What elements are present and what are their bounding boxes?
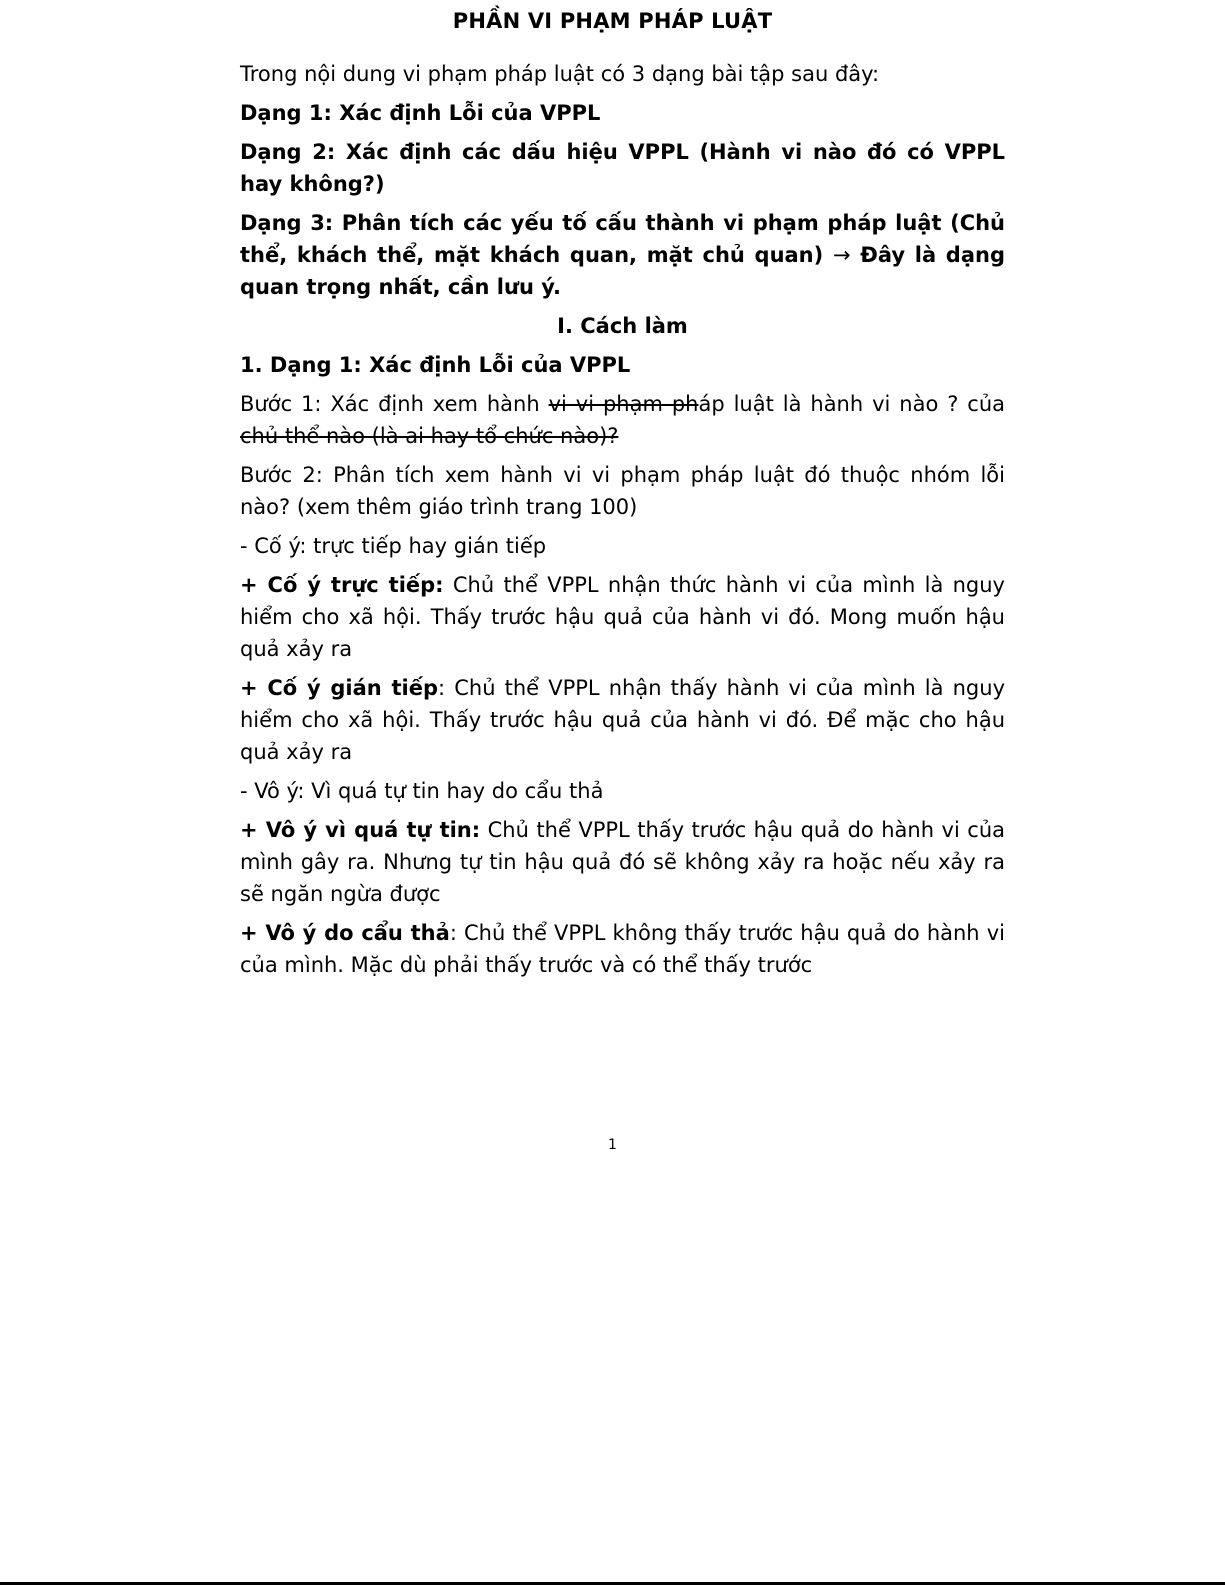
step1-text-start: Bước 1: Xác định xem hành (240, 392, 549, 416)
step1-paragraph (240, 388, 1005, 452)
document-title-line1 (0, 0, 1225, 6)
type3-note-text: Đây là dạng quan trọng nhất, cần lưu ý. (240, 243, 1005, 299)
careless-label: + Vô ý do cẩu thả (240, 921, 450, 945)
careless-text: : Chủ thể VPPL không thấy trước hậu quả do hành vi của mình. Mặc dù phải thấy trước và có thể thấy trước (240, 921, 1005, 977)
indirect-intent-text: : Chủ thể VPPL nhận thấy hành vi của mình là nguy hiểm cho xã hội. Thấy trước hậu quả của hành vi đó. Để mặc cho hậu quả xảy ra (240, 676, 1005, 764)
step2-paragraph: Bước 2: Phân tích xem hành vi vi phạm pháp luật đó thuộc nhóm lỗi nào? (xem thêm giáo trình trang 100) (240, 463, 1005, 519)
step1-text-middle: áp luật là hành vi nào ? của (698, 392, 1006, 416)
section-heading: I. Cách làm (557, 314, 688, 338)
indirect-intent-label: + Cố ý gián tiếp (240, 676, 439, 700)
step1-strikethrough-text: vi vi phạm ph (548, 392, 699, 416)
step1-strikethrough-end: chủ thể nào (là ai hay tổ chức nào)? (240, 424, 619, 448)
page-number: 1 (608, 1137, 617, 1153)
type1-heading: Dạng 1: Xác định Lỗi của VPPL (240, 101, 601, 125)
direct-intent-label: + Cố ý trực tiếp: (240, 573, 444, 597)
right-arrow-icon: → (832, 243, 851, 267)
indirect-intent-paragraph (240, 672, 1005, 768)
overconfident-paragraph (240, 814, 1005, 910)
intro-paragraph: Trong nội dung vi phạm pháp luật có 3 dạng bài tập sau đây: (240, 62, 880, 86)
document-body (240, 58, 1005, 988)
careless-paragraph (240, 917, 1005, 981)
intentional-line: - Cố ý: trực tiếp hay gián tiếp (240, 534, 547, 558)
type3-heading (240, 207, 1005, 303)
document-title-line2: PHẦN VI PHẠM PHÁP LUẬT (452, 9, 773, 33)
overconfident-label: + Vô ý vì quá tự tin: (240, 818, 481, 842)
type3-main-text: Dạng 3: Phân tích các yếu tố cấu thành vi phạm pháp luật (Chủ thể, khách thể, mặt khách quan, mặt chủ quan) (240, 211, 1005, 267)
type2-heading: Dạng 2: Xác định các dấu hiệu VPPL (Hành vi nào đó có VPPL hay không?) (240, 140, 1005, 196)
overconfident-text: Chủ thể VPPL thấy trước hậu quả do hành vi của mình gây ra. Nhưng tự tin hậu quả đó sẽ không xảy ra hoặc nếu xảy ra sẽ ngăn ngừa được (240, 818, 1005, 906)
unintentional-line: - Vô ý: Vì quá tự tin hay do cẩu thả (240, 779, 604, 803)
direct-intent-text: Chủ thể VPPL nhận thức hành vi của mình là nguy hiểm cho xã hội. Thấy trước hậu quả của hành vi đó. Mong muốn hậu quả xảy ra (240, 573, 1005, 661)
direct-intent-paragraph (240, 569, 1005, 665)
subsection-heading: 1. Dạng 1: Xác định Lỗi của VPPL (240, 353, 631, 377)
